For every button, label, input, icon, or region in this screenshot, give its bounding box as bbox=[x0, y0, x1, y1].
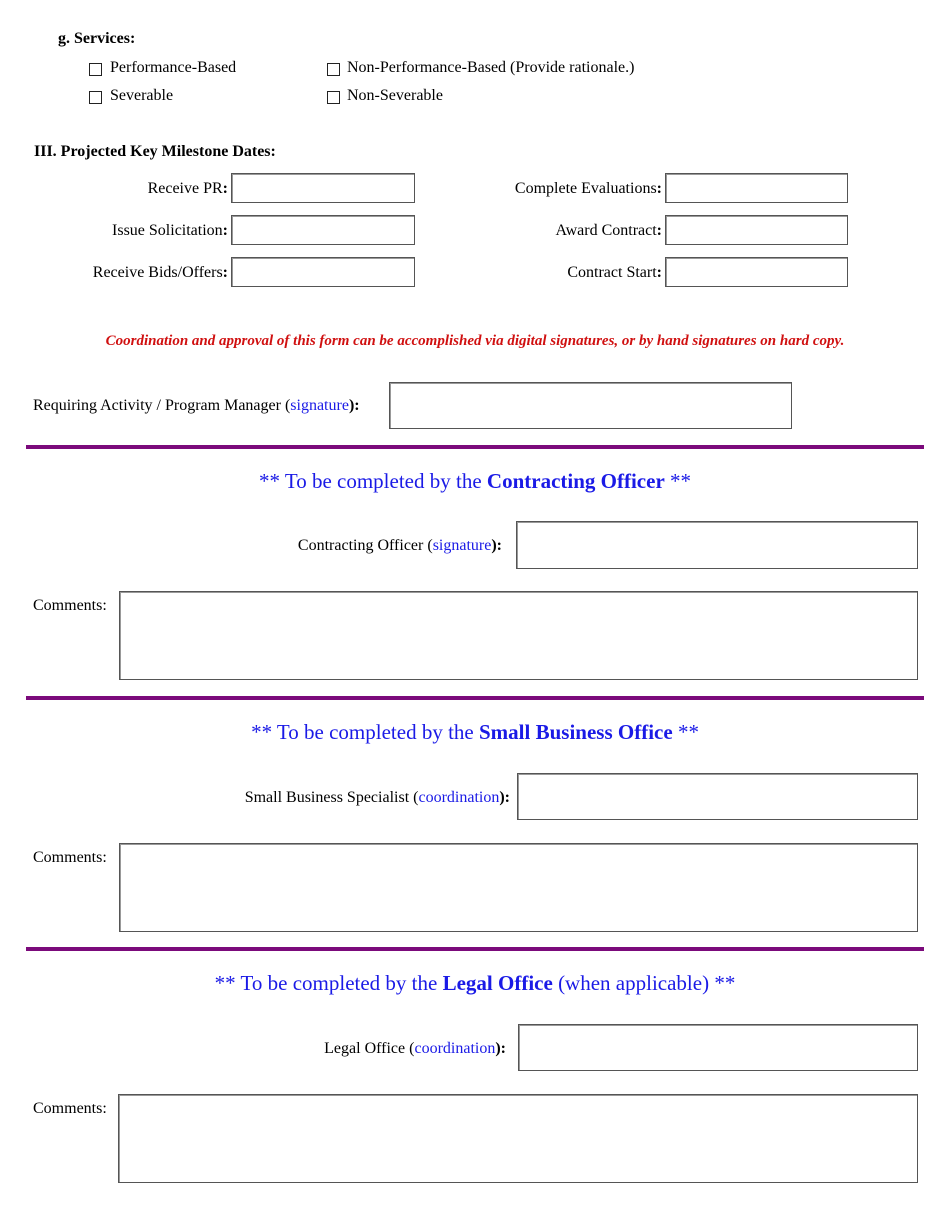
complete-evaluations-field[interactable] bbox=[665, 173, 848, 203]
non-severable-checkbox[interactable] bbox=[327, 91, 340, 104]
contract-start-label: Contract Start: bbox=[567, 264, 662, 281]
services-heading: g. Services: bbox=[58, 30, 136, 47]
issue-solicitation-field[interactable] bbox=[231, 215, 415, 245]
section-divider bbox=[26, 445, 924, 449]
contracting-officer-banner: ** To be completed by the Contracting Officer ** bbox=[258, 469, 692, 493]
non-performance-based-checkbox[interactable] bbox=[327, 63, 340, 76]
severable-label: Severable bbox=[110, 87, 174, 104]
contracting-comments-label: Comments: bbox=[33, 597, 107, 614]
section-divider bbox=[26, 947, 924, 951]
receive-pr-field[interactable] bbox=[231, 173, 415, 203]
small-business-signature-field[interactable] bbox=[517, 773, 918, 820]
legal-office-signature-field[interactable] bbox=[518, 1024, 918, 1071]
contracting-comments-field[interactable] bbox=[119, 591, 918, 680]
small-business-signature-label: Small Business Specialist (coordination): bbox=[244, 789, 510, 806]
severable-checkbox[interactable] bbox=[89, 91, 102, 104]
requiring-activity-signature-field[interactable] bbox=[389, 382, 792, 429]
contracting-officer-signature-label: Contracting Officer (signature): bbox=[297, 537, 502, 554]
complete-evaluations-label: Complete Evaluations: bbox=[514, 180, 662, 197]
milestones-heading: III. Projected Key Milestone Dates: bbox=[34, 143, 276, 160]
non-performance-based-label: Non-Performance-Based (Provide rationale.) bbox=[347, 59, 635, 76]
small-business-comments-field[interactable] bbox=[119, 843, 918, 932]
award-contract-field[interactable] bbox=[665, 215, 848, 245]
requiring-activity-label: Requiring Activity / Program Manager (signature): bbox=[33, 397, 360, 414]
non-severable-label: Non-Severable bbox=[347, 87, 443, 104]
legal-comments-field[interactable] bbox=[118, 1094, 918, 1183]
issue-solicitation-label: Issue Solicitation: bbox=[112, 222, 228, 239]
performance-based-label: Performance-Based bbox=[110, 59, 237, 76]
contract-start-field[interactable] bbox=[665, 257, 848, 287]
contracting-officer-signature-field[interactable] bbox=[516, 521, 918, 569]
receive-bids-field[interactable] bbox=[231, 257, 415, 287]
small-business-banner: ** To be completed by the Small Business Office ** bbox=[251, 720, 699, 744]
award-contract-label: Award Contract: bbox=[555, 222, 662, 239]
legal-office-signature-label: Legal Office (coordination): bbox=[324, 1040, 506, 1057]
section-divider bbox=[26, 696, 924, 700]
receive-bids-label: Receive Bids/Offers: bbox=[92, 264, 228, 281]
performance-based-checkbox[interactable] bbox=[89, 63, 102, 76]
signature-notice: Coordination and approval of this form can be accomplished via digital signatures, or by hand signatures on hard copy. bbox=[105, 333, 845, 349]
small-business-comments-label: Comments: bbox=[33, 849, 107, 866]
legal-comments-label: Comments: bbox=[33, 1100, 107, 1117]
legal-office-banner: ** To be completed by the Legal Office (when applicable) ** bbox=[214, 971, 736, 995]
receive-pr-label: Receive PR: bbox=[147, 180, 228, 197]
